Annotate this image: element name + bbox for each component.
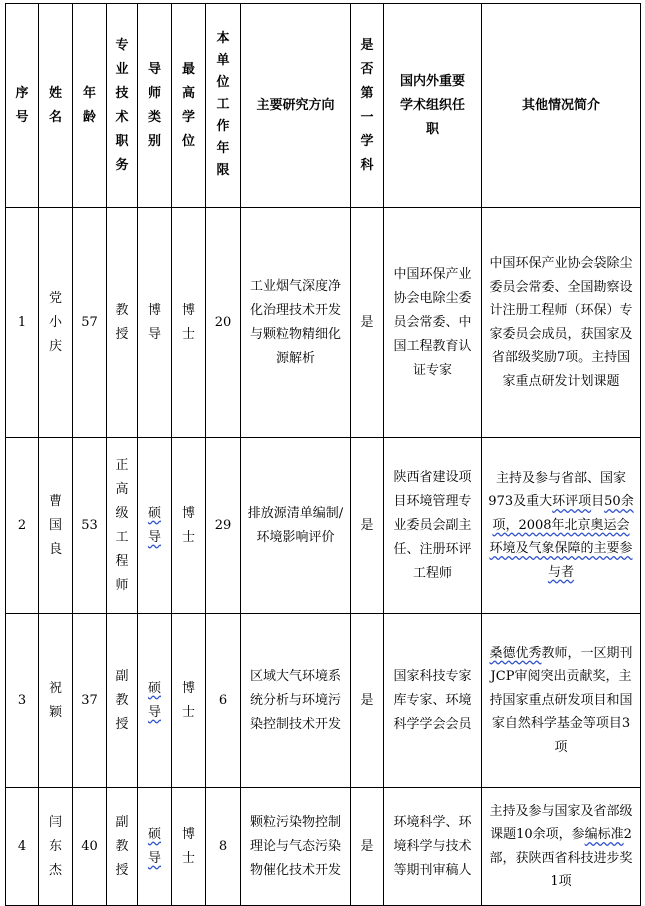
header-other: 其他情况简介 [482, 4, 641, 208]
cell-research: 颗粒污染物控制理论与气态污染物催化技术开发 [241, 788, 351, 906]
cell-other: 中国环保产业协会袋除尘委员会常委、全国勘察设计注册工程师（环保）专家委员会成员，获国家及省部级奖励7项。主持国家重点研发计划课题 [482, 208, 641, 438]
cell-seq: 2 [6, 438, 39, 614]
cell-title: 副教授 [107, 788, 138, 906]
header-seq: 序号 [6, 4, 39, 208]
cell-other: 主持及参与国家及省部级课题10余项，参编标准2部，获陕西省科技进步奖1项 [482, 788, 641, 906]
cell-first: 是 [351, 438, 384, 614]
cell-name: 党小庆 [39, 208, 73, 438]
cell-research: 排放源清单编制/环境影响评价 [241, 438, 351, 614]
cell-age: 40 [73, 788, 107, 906]
cell-age: 53 [73, 438, 107, 614]
cell-supervisor: 硕导 [138, 438, 172, 614]
cell-degree: 博士 [172, 788, 206, 906]
faculty-table [5, 3, 641, 906]
cell-age: 57 [73, 208, 107, 438]
cell-research: 工业烟气深度净化治理技术开发与颗粒物精细化源解析 [241, 208, 351, 438]
cell-degree: 博士 [172, 614, 206, 788]
header-row [6, 4, 641, 208]
cell-years: 6 [206, 614, 241, 788]
cell-name: 闫东杰 [39, 788, 73, 906]
cell-supervisor: 硕导 [138, 788, 172, 906]
cell-title: 正高级工程师 [107, 438, 138, 614]
table-row [6, 208, 641, 438]
cell-degree: 博士 [172, 438, 206, 614]
cell-seq: 1 [6, 208, 39, 438]
header-title: 专业技术职务 [107, 4, 138, 208]
cell-other: 主持及参与省部、国家973及重大环评项目50余项，2008年北京奥运会环境及气象保障的主要参与者 [482, 438, 641, 614]
header-supervisor: 导师类别 [138, 4, 172, 208]
cell-seq: 4 [6, 788, 39, 906]
header-years: 本单位工作年限 [206, 4, 241, 208]
cell-positions: 国家科技专家库专家、环境科学学会会员 [384, 614, 482, 788]
cell-seq: 3 [6, 614, 39, 788]
cell-name: 祝颖 [39, 614, 73, 788]
cell-name: 曹国良 [39, 438, 73, 614]
cell-positions: 中国环保产业协会电除尘委员会常委、中国工程教育认证专家 [384, 208, 482, 438]
cell-supervisor: 博导 [138, 208, 172, 438]
header-positions: 国内外重要学术组织任职 [384, 4, 482, 208]
cell-positions: 环境科学、环境科学与技术等期刊审稿人 [384, 788, 482, 906]
cell-first: 是 [351, 614, 384, 788]
cell-other: 桑德优秀教师，一区期刊JCP审阅突出贡献奖，主持国家重点研发项目和国家自然科学基金等项目3项 [482, 614, 641, 788]
cell-degree: 博士 [172, 208, 206, 438]
table-row [6, 788, 641, 906]
cell-title: 教授 [107, 208, 138, 438]
table-row [6, 438, 641, 614]
cell-first: 是 [351, 208, 384, 438]
header-first: 是否第一学科 [351, 4, 384, 208]
cell-title: 副教授 [107, 614, 138, 788]
cell-research: 区域大气环境系统分析与环境污染控制技术开发 [241, 614, 351, 788]
cell-years: 29 [206, 438, 241, 614]
header-age: 年龄 [73, 4, 107, 208]
cell-years: 20 [206, 208, 241, 438]
cell-positions: 陕西省建设项目环境管理专业委员会副主任、注册环评工程师 [384, 438, 482, 614]
cell-first: 是 [351, 788, 384, 906]
header-name: 姓名 [39, 4, 73, 208]
table-row [6, 614, 641, 788]
cell-supervisor: 硕导 [138, 614, 172, 788]
header-degree: 最高学位 [172, 4, 206, 208]
cell-years: 8 [206, 788, 241, 906]
header-research: 主要研究方向 [241, 4, 351, 208]
cell-age: 37 [73, 614, 107, 788]
